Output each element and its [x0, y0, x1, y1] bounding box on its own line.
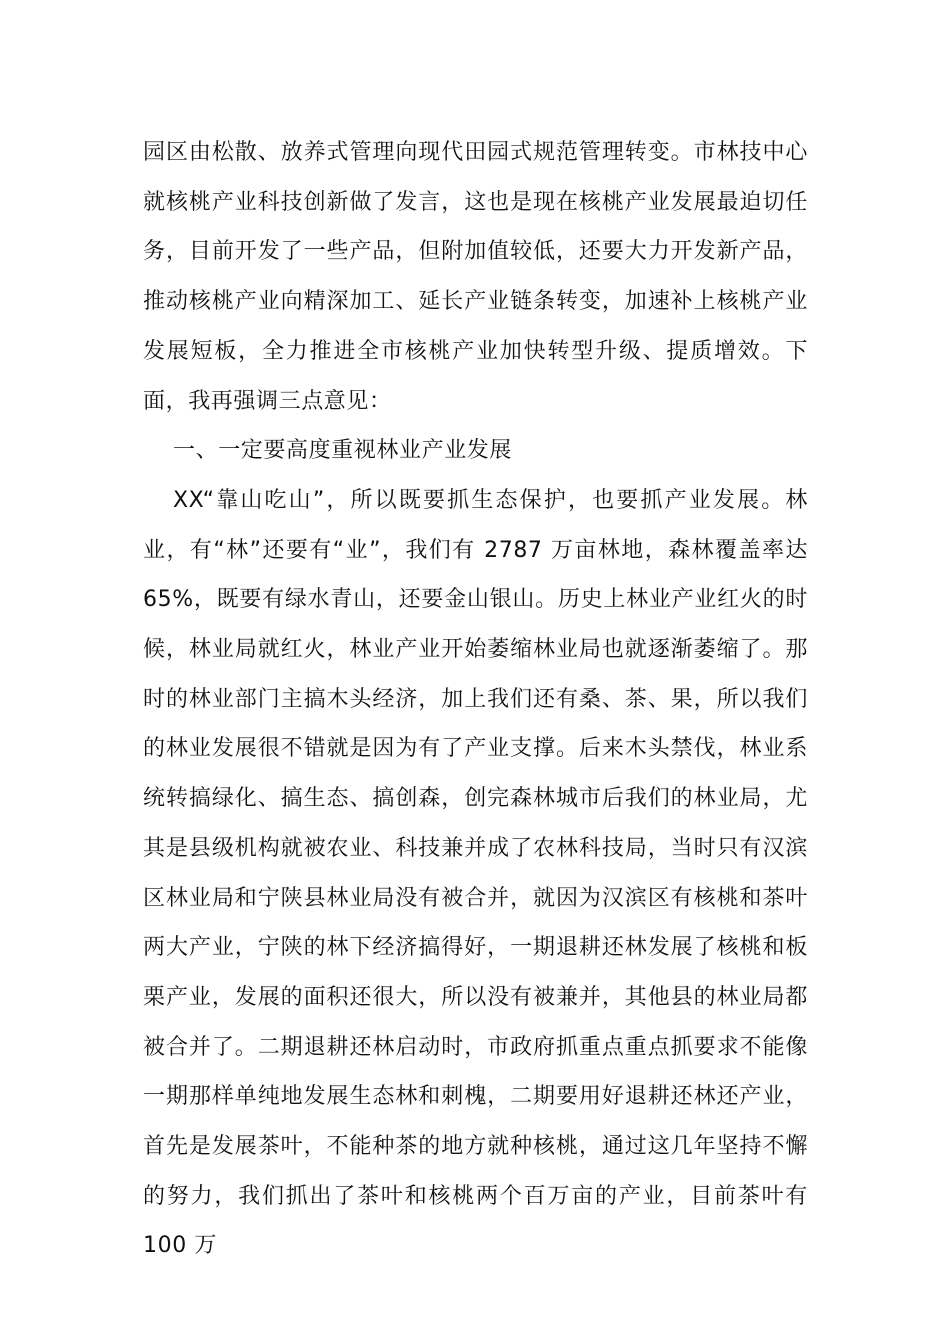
paragraph-forestry: XX“靠山吃山”，所以既要抓生态保护，也要抓产业发展。林业，有“林”还要有“业”，我们有 2787 万亩林地，森林覆盖率达 65%，既要有绿水青山，还要金山银山。历史上林业产业红火的时候，林业局就红火，林业产业开始萎缩林业局也就逐渐萎缩了。那时的林业部门主搞木头经济，加上我们还有桑、茶、果，所以我们的林业发展很不错就是因为有了产业支撑。后来木头禁伐，林业系统转搞绿化、搞生态、搞创森，创完森林城市后我们的林业局，尤其是县级机构就被农业、科技兼并成了农林科技局，当时只有汉滨区林业局和宁陕县林业局没有被合并，就因为汉滨区有核桃和茶叶两大产业，宁陕的林下经济搞得好，一期退耕还林发展了核桃和板栗产业，发展的面积还很大，所以没有被兼并，其他县的林业局都被合并了。二期退耕还林启动时，市政府抓重点重点抓要求不能像一期那样单纯地发展生态林和刺槐，二期要用好退耕还林还产业，首先是发展茶叶，不能种茶的地方就种核桃，通过这几年坚持不懈的努力，我们抓出了茶叶和核桃两个百万亩的产业，目前茶叶有 100 万 [143, 487, 808, 1259]
document-body [143, 128, 808, 1271]
paragraph-intro: 园区由松散、放养式管理向现代田园式规范管理转变。市林技中心就核桃产业科技创新做了发言，这也是现在核桃产业发展最迫切任务，目前开发了一些产品，但附加值较低，还要大力开发新产品，推动核桃产业向精深加工、延长产业链条转变，加速补上核桃产业发展短板，全力推进全市核桃产业加快转型升级、提质增效。下面，我再强调三点意见： [143, 140, 808, 414]
section-heading: 一、一定要高度重视林业产业发展 [173, 438, 513, 464]
